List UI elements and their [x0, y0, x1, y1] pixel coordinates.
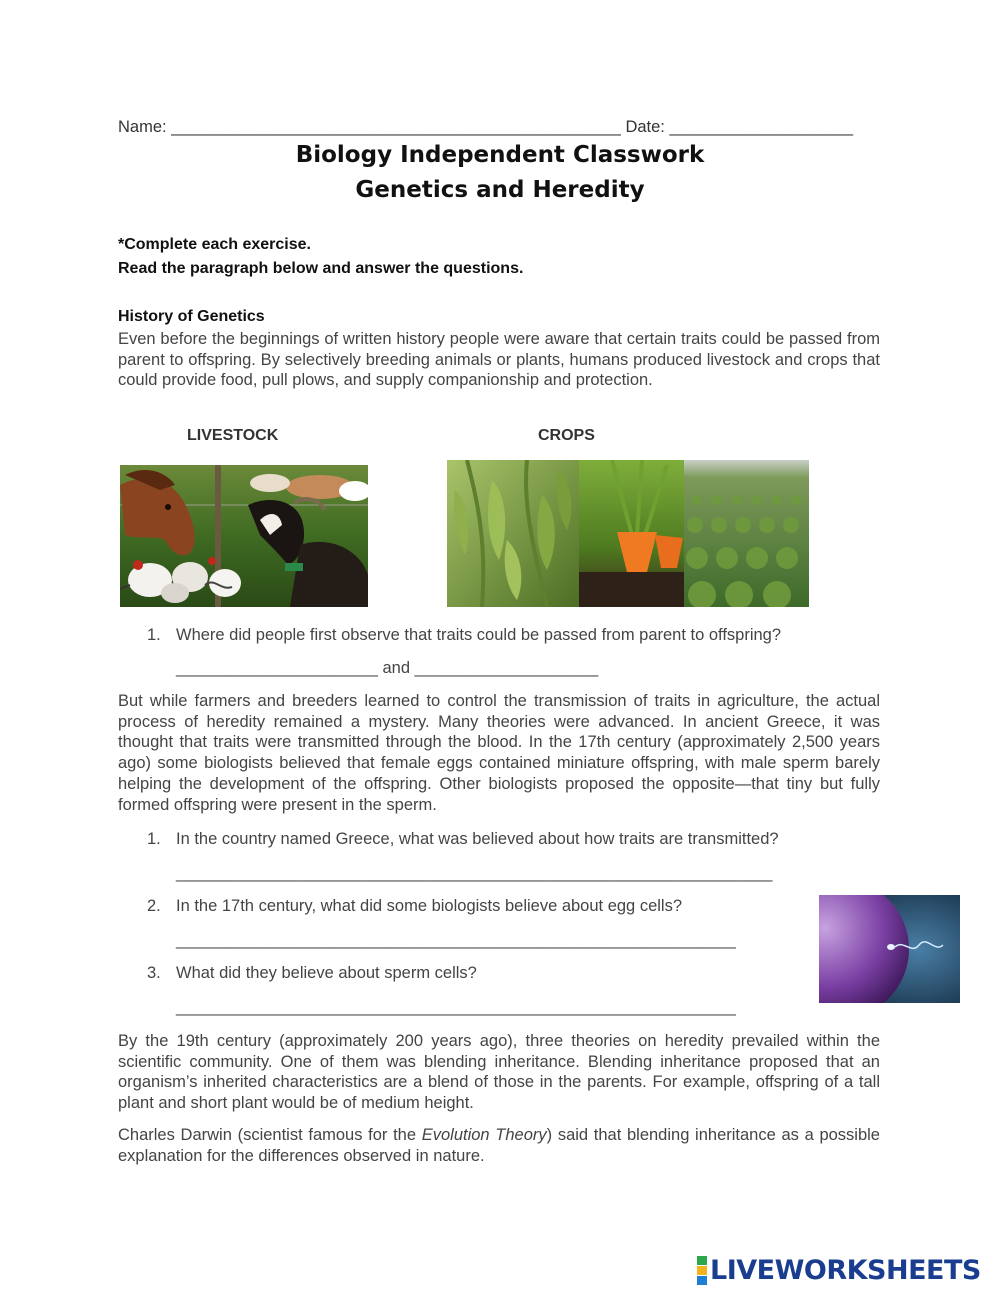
paragraph-4-before: Charles Darwin (scientist famous for the	[118, 1126, 422, 1144]
header-line	[118, 118, 853, 137]
instruction-2: Read the paragraph below and answer the questions.	[118, 260, 524, 277]
livestock-image	[120, 465, 368, 607]
history-paragraph: Even before the beginnings of written history people were aware that certain traits could be passed from parent to offspring. By selectively breeding animals or plants, humans produced livestock and crops that could provide food, pull plows, and supply companionship and protection.	[118, 330, 880, 390]
name-field[interactable]: _________________________________________________	[171, 118, 621, 136]
paragraph-4-after: ) said that blending inheritance as a possible explanation for the differences observed in nature.	[118, 1126, 880, 1165]
evolution-theory-text: Evolution Theory	[421, 1126, 547, 1144]
liveworksheets-logo[interactable]	[697, 1254, 981, 1286]
q1-answer-and: and	[382, 659, 411, 677]
q1-text: Where did people first observe that traits could be passed from parent to offspring?	[176, 626, 782, 644]
date-label: Date:	[625, 118, 665, 136]
q2-1-answer[interactable]: _________________________________________________________________	[176, 864, 773, 882]
page-title: Biology Independent Classwork	[295, 142, 705, 168]
q2-2-number: 2.	[147, 897, 161, 915]
name-label: Name:	[118, 118, 167, 136]
q2-3-answer[interactable]: _____________________________________________________________	[176, 998, 736, 1016]
logo-icon	[697, 1256, 707, 1285]
q1-answer-line	[176, 659, 598, 678]
q2-2-answer[interactable]: _____________________________________________________________	[176, 931, 736, 949]
q2-1-text: In the country named Greece, what was believed about how traits are transmitted?	[176, 830, 779, 848]
section-heading: History of Genetics	[118, 308, 265, 325]
paragraph-2: But while farmers and breeders learned to control the transmission of traits in agriculture, the actual process of heredity remained a mystery. Many theories were advanced. In ancient Greece, it was thought that traits were transmitted through the blood. In the 17th century (approximately 2,500 years ago) some biologists believed that female eggs contained miniature offspring, with male sperm barely helping the development of the offspring. Other biologists proposed the opposite—that tiny but fully formed offspring were present in the sperm.	[118, 692, 880, 814]
egg-sperm-image	[819, 895, 960, 1003]
q2-1-number: 1.	[147, 830, 161, 848]
date-field[interactable]: ____________________	[669, 118, 854, 136]
q1-answer-b[interactable]: ____________________	[414, 659, 599, 677]
q2-3-number: 3.	[147, 964, 161, 982]
paragraph-4	[118, 1125, 880, 1166]
paragraph-3: By the 19th century (approximately 200 years ago), three theories on heredity prevailed within the scientific community. One of them was blending inheritance. Blending inheritance proposed that an organism’s inherited characteristics are a blend of those in the parents. For example, offspring of a tall plant and short plant would be of medium height.	[118, 1032, 880, 1113]
crops-label: CROPS	[538, 427, 595, 444]
instruction-1: *Complete each exercise.	[118, 236, 311, 253]
logo-text: LIVEWORKSHEETS	[710, 1254, 981, 1286]
livestock-label: LIVESTOCK	[187, 427, 279, 444]
q1-answer-a[interactable]: ______________________	[176, 659, 378, 677]
crops-image	[447, 460, 809, 607]
q2-2-text: In the 17th century, what did some biologists believe about egg cells?	[176, 897, 683, 915]
q1-number: 1.	[147, 626, 161, 644]
q2-3-text: What did they believe about sperm cells?	[176, 964, 477, 982]
page-subtitle: Genetics and Heredity	[355, 177, 645, 203]
